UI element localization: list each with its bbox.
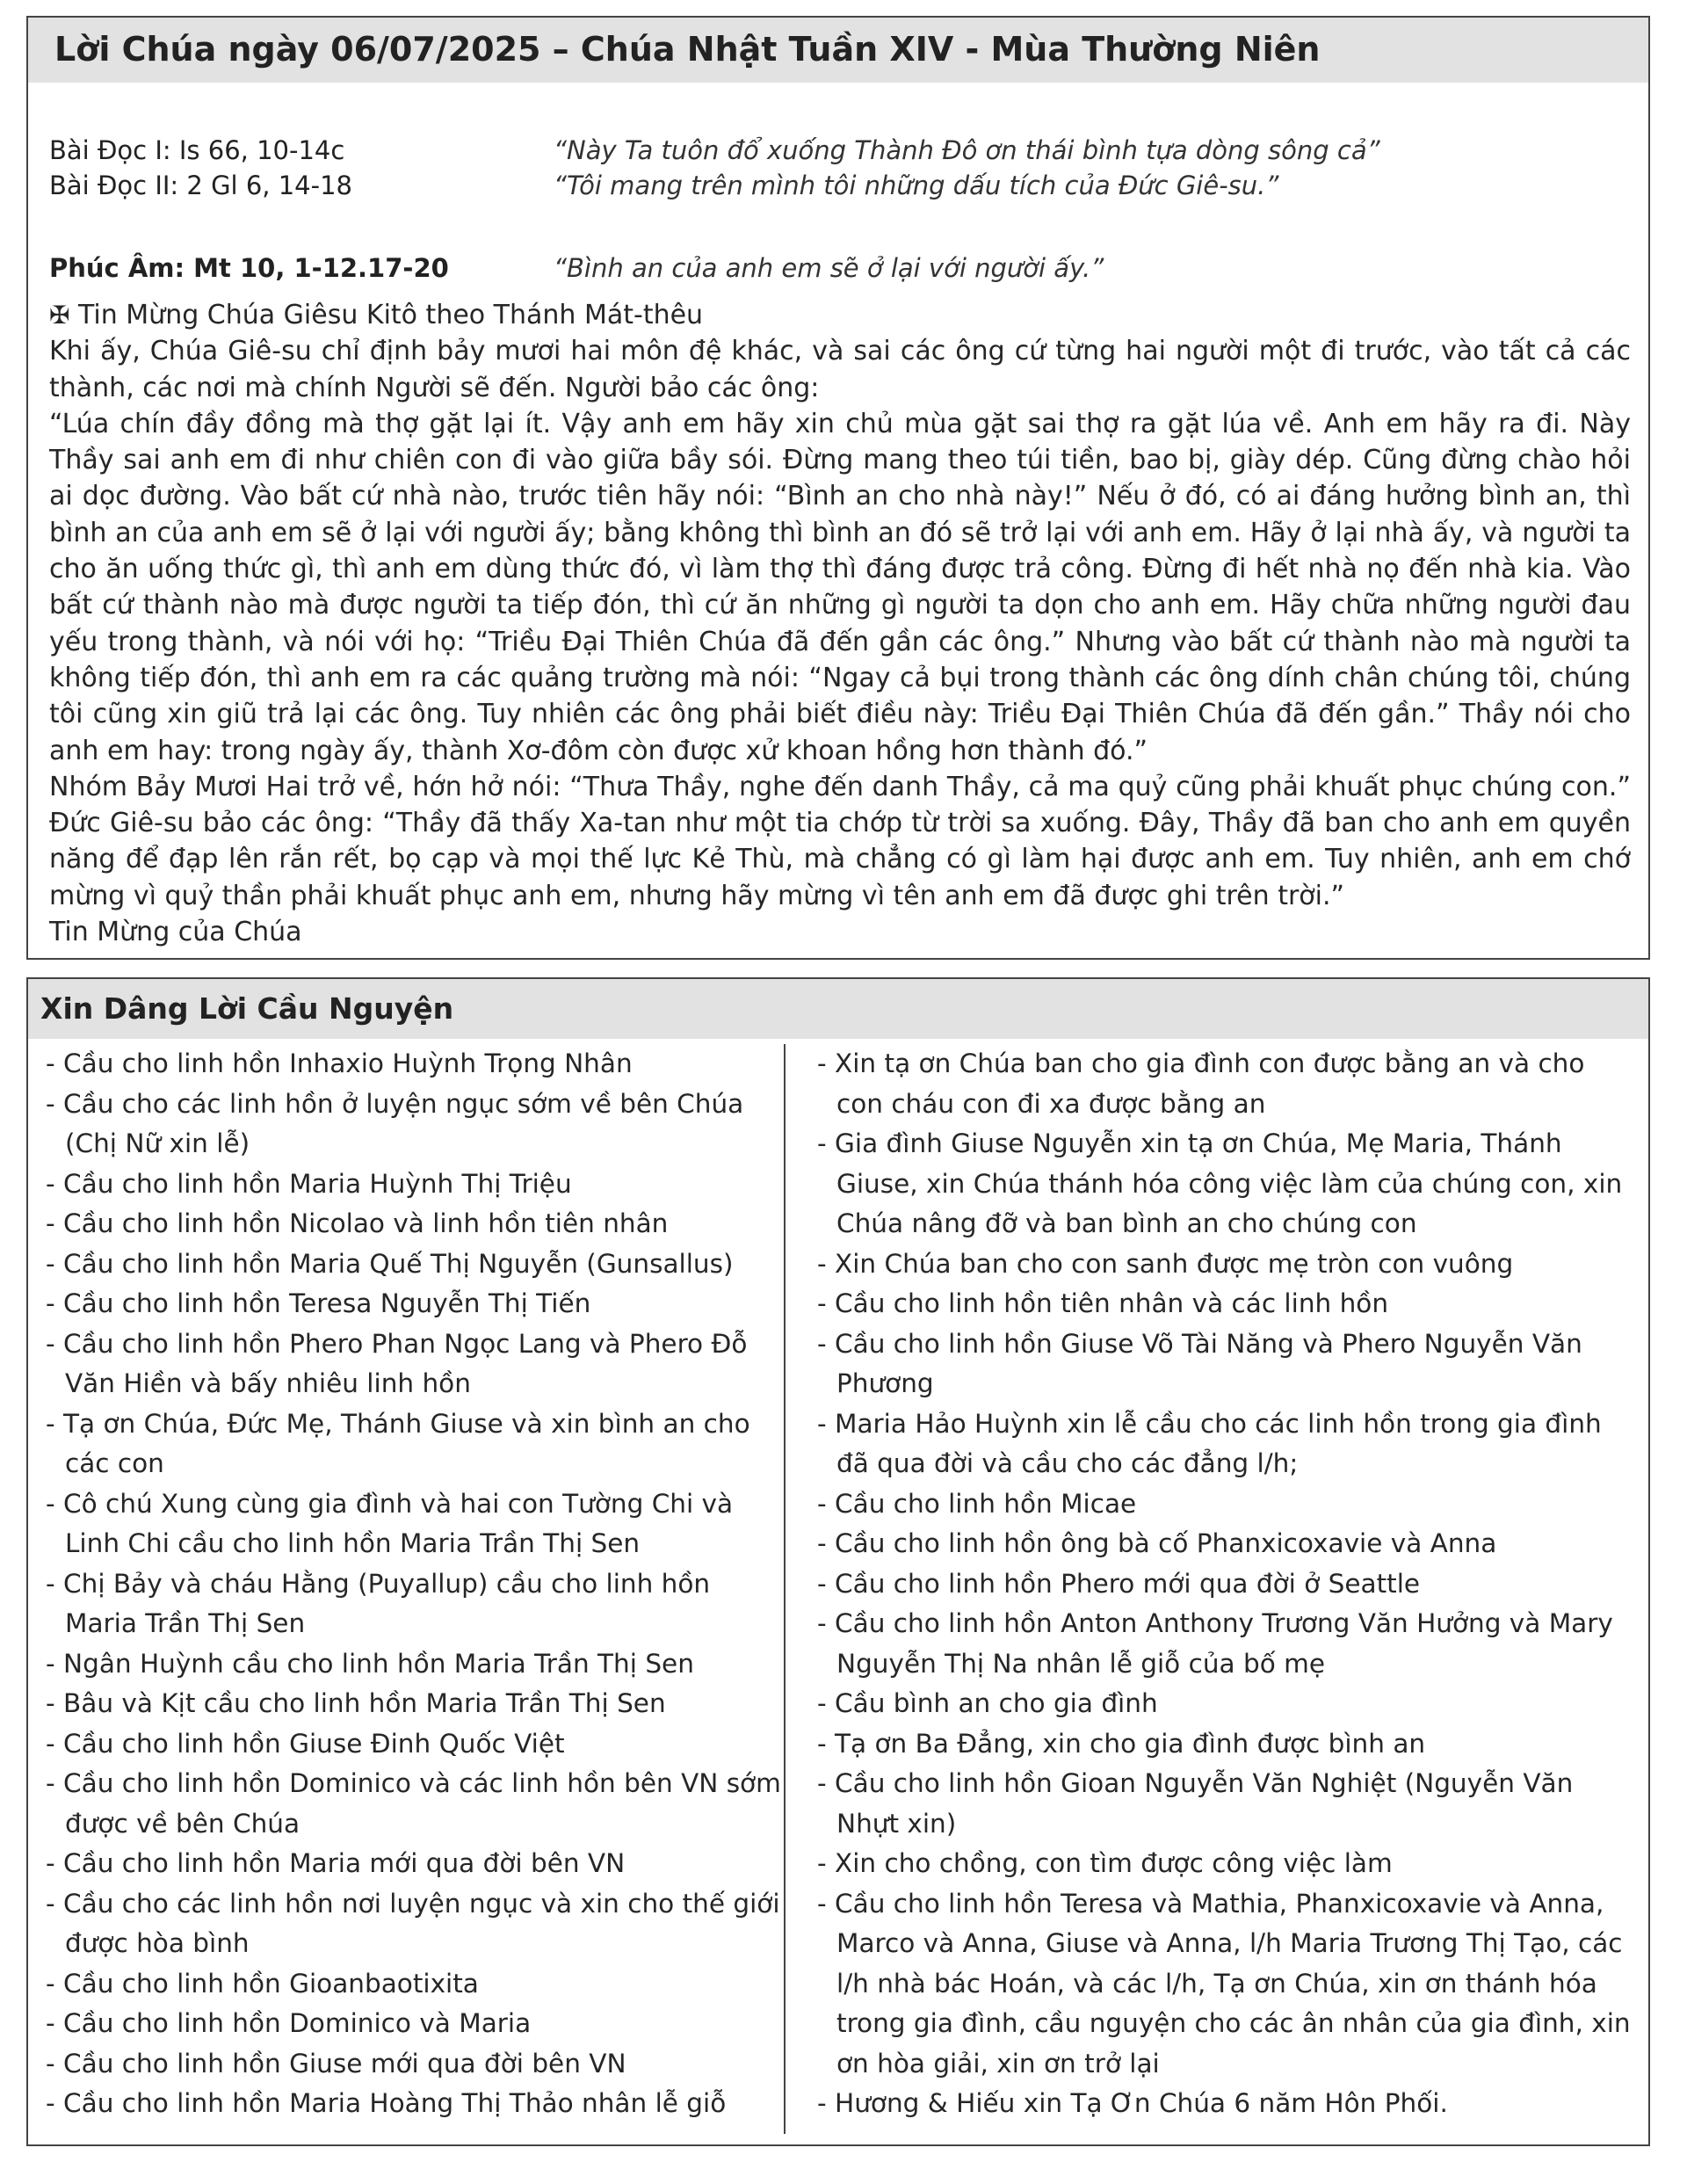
prayer-list-left (46, 1044, 784, 2124)
prayer-item: - Cầu cho linh hồn Giuse Võ Tài Năng và Phero Nguyễn Văn Phương (817, 1328, 1582, 1398)
prayer-item: - Cầu cho các linh hồn ở luyện ngục sớm về bên Chúa (Chị Nữ xin lễ) (46, 1088, 744, 1158)
prayer-item: - Cầu cho linh hồn Gioanbaotixita (46, 1968, 479, 1999)
gospel-closing: Tin Mừng của Chúa (49, 917, 302, 948)
prayer-item: - Xin cho chồng, con tìm được công việc làm (817, 1848, 1393, 1878)
reading2-quote: “Tôi mang trên mình tôi những dấu tích của Đức Giê-su.” (554, 171, 1279, 200)
prayer-item: - Cầu cho linh hồn Anton Anthony Trương Văn Hưởng và Mary Nguyễn Thị Na nhân lễ giỗ của bố mẹ (817, 1608, 1613, 1679)
prayer-item: - Cầu cho linh hồn tiên nhân và các linh hồn (817, 1288, 1389, 1318)
prayer-item: - Chị Bảy và cháu Hằng (Puyallup) cầu cho linh hồn Maria Trần Thị Sen (46, 1568, 711, 1638)
gospel-ref: Phúc Âm: Mt 10, 1-12.17-20 (49, 253, 449, 283)
prayer-section (26, 977, 1650, 2146)
gospel-heading-text: Tin Mừng Chúa Giêsu Kitô theo Thánh Mát-thêu (69, 300, 704, 330)
prayer-item: - Cô chú Xung cùng gia đình và hai con Tường Chi và Linh Chi cầu cho linh hồn Maria Trần Thị Sen (46, 1488, 734, 1558)
reading1-ref: Bài Đọc I: Is 66, 10-14c (49, 135, 345, 165)
prayer-item: - Xin tạ ơn Chúa ban cho gia đình con được bằng an và cho con cháu con đi xa được bằng an (817, 1048, 1585, 1119)
prayer-item: - Cầu cho linh hồn Giuse Đinh Quốc Việt (46, 1728, 565, 1759)
prayer-item: - Ngân Huỳnh cầu cho linh hồn Maria Trần Thị Sen (46, 1648, 694, 1679)
prayer-item: - Cầu cho linh hồn Phero Phan Ngọc Lang và Phero Đỗ Văn Hiền và bấy nhiêu linh hồn (46, 1328, 748, 1398)
prayer-item: - Xin Chúa ban cho con sanh được mẹ tròn con vuông (817, 1248, 1514, 1279)
prayer-item: - Cầu cho linh hồn Giuse mới qua đời bên VN (46, 2048, 626, 2079)
gospel-paragraph-2: “Lúa chín đầy đồng mà thợ gặt lại ít. Vậy anh em hãy xin chủ mùa gặt sai thợ ra gặt lúa về. Anh em hãy ra đi. Này Thầy sai anh em đi như chiên con đi vào giữa bầy sói. Đừng mang theo túi tiền, bao bị, giày dép. Cũng đừng chào hỏi ai dọc đường. Vào bất cứ nhà nào, trước tiên hãy nói: “Bình an cho nhà này!” Nếu ở đó, có ai đáng hưởng bình an, thì bình an của anh em sẽ ở lại với người ấy; bằng không thì bình an đó sẽ trở lại với anh em. Hãy ở lại nhà ấy, và người ta cho ăn uống thức gì, thì anh em dùng thức đó, vì làm thợ thì đáng được trả công. Đừng đi hết nhà nọ đến nhà kia. Vào bất cứ thành nào mà được người ta tiếp đón, thì cứ ăn những gì người ta dọn cho anh em. Hãy chữa những người đau yếu trong thành, và nói với họ: “Triều Đại Thiên Chúa đã đến gần các ông.” Nhưng vào bất cứ thành nào mà người ta không tiếp đón, thì anh em ra các quảng trường mà nói: “Ngay cả bụi trong thành các ông dính chân chúng tôi, chúng tôi cũng xin giũ trả lại các ông. Tuy nhiên các ông phải biết điều này: Triều Đại Thiên Chúa đã đến gần.” Thầy nói cho anh em hay: trong ngày ấy, thành Xơ-đôm còn được xử khoan hồng hơn thành đó.” (49, 408, 1631, 766)
gospel-quote: “Bình an của anh em sẽ ở lại với người ấy.” (554, 253, 1104, 283)
prayer-item: - Cầu cho linh hồn Teresa Nguyễn Thị Tiến (46, 1288, 591, 1318)
prayer-item: - Cầu cho linh hồn Maria mới qua đời bên VN (46, 1848, 626, 1878)
prayer-item: - Cầu cho linh hồn Inhaxio Huỳnh Trọng Nhân (46, 1048, 633, 1078)
prayer-item: - Hương & Hiếu xin Tạ Ơn Chúa 6 năm Hôn Phối. (817, 2088, 1448, 2118)
prayer-item: - Cầu cho linh hồn Dominico và Maria (46, 2008, 532, 2038)
prayer-section-title: Xin Dâng Lời Cầu Nguyện (28, 979, 1648, 1039)
gospel-paragraph-3: Nhóm Bảy Mươi Hai trở về, hớn hở nói: “Thưa Thầy, nghe đến danh Thầy, cả ma quỷ cũng phải khuất phục chúng con.” Đức Giê-su bảo các ông: “Thầy đã thấy Xa-tan như một tia chớp từ trời sa xuống. Đây, Thầy đã ban cho anh em quyền năng để đạp lên rắn rết, bọ cạp và mọi thế lực Kẻ Thù, mà chẳng có gì làm hại được anh em. Tuy nhiên, anh em chớ mừng vì quỷ thần phải khuất phục anh em, nhưng hãy mừng vì tên anh em đã được ghi trên trời.” (49, 771, 1631, 911)
gospel-section-title: Lời Chúa ngày 06/07/2025 – Chúa Nhật Tuần XIV - Mùa Thường Niên (28, 18, 1648, 83)
gospel-text (49, 297, 1631, 950)
column-divider (784, 1044, 786, 2134)
prayer-item: - Cầu cho linh hồn Teresa và Mathia, Phanxicoxavie và Anna, Marco và Anna, Giuse và Anna, l/h Maria Trương Thị Tạo, các l/h nhà bác Hoán, và các l/h, Tạ ơn Chúa, xin ơn thánh hóa trong gia đình, cầu nguyện cho các ân nhân của gia đình, xin ơn hòa giải, xin ơn trở lại (817, 1888, 1631, 2079)
prayer-item: - Cầu cho linh hồn Gioan Nguyễn Văn Nghiệt (Nguyễn Văn Nhựt xin) (817, 1768, 1574, 1839)
gospel-section (26, 16, 1650, 960)
prayer-item: - Cầu cho linh hồn Maria Hoàng Thị Thảo nhân lễ giỗ (46, 2088, 727, 2118)
prayer-item: - Cầu cho linh hồn Nicolao và linh hồn tiên nhân (46, 1208, 669, 1238)
prayer-item: - Cầu cho các linh hồn nơi luyện ngục và xin cho thế giới được hòa bình (46, 1888, 780, 1958)
reading2-ref: Bài Đọc II: 2 Gl 6, 14-18 (49, 171, 352, 200)
prayer-item: - Gia đình Giuse Nguyễn xin tạ ơn Chúa, Mẹ Maria, Thánh Giuse, xin Chúa thánh hóa công việc làm của chúng con, xin Chúa nâng đỡ và ban bình an cho chúng con (817, 1128, 1623, 1238)
gospel-heading (49, 297, 1631, 333)
cross-icon: ✠ (49, 301, 70, 330)
reading1-quote: “Này Ta tuôn đổ xuống Thành Đô ơn thái bình tựa dòng sông cả” (554, 135, 1380, 165)
prayer-item: - Cầu cho linh hồn Maria Huỳnh Thị Triệu (46, 1168, 572, 1199)
prayer-item: - Cầu cho linh hồn Phero mới qua đời ở Seattle (817, 1568, 1421, 1599)
prayer-item: - Tạ ơn Ba Đẳng, xin cho gia đình được bình an (817, 1728, 1426, 1759)
prayer-item: - Cầu bình an cho gia đình (817, 1688, 1158, 1718)
prayer-item: - Tạ ơn Chúa, Đức Mẹ, Thánh Giuse và xin bình an cho các con (46, 1408, 750, 1478)
gospel-paragraph-1: Khi ấy, Chúa Giê-su chỉ định bảy mươi hai môn đệ khác, và sai các ông cứ từng hai người một đi trước, vào tất cả các thành, các nơi mà chính Người sẽ đến. Người bảo các ông: (49, 336, 1631, 403)
prayer-item: - Cầu cho linh hồn ông bà cố Phanxicoxavie và Anna (817, 1528, 1497, 1558)
prayer-item: - Bâu và Kịt cầu cho linh hồn Maria Trần Thị Sen (46, 1688, 666, 1718)
prayer-item: - Cầu cho linh hồn Dominico và các linh hồn bên VN sớm được về bên Chúa (46, 1768, 781, 1839)
prayer-item: - Maria Hảo Huỳnh xin lễ cầu cho các linh hồn trong gia đình đã qua đời và cầu cho các đẳng l/h; (817, 1408, 1602, 1478)
prayer-item: - Cầu cho linh hồn Micae (817, 1488, 1137, 1519)
prayer-list-right (817, 1044, 1634, 2124)
prayer-item: - Cầu cho linh hồn Maria Quế Thị Nguyễn (Gunsallus) (46, 1248, 734, 1279)
